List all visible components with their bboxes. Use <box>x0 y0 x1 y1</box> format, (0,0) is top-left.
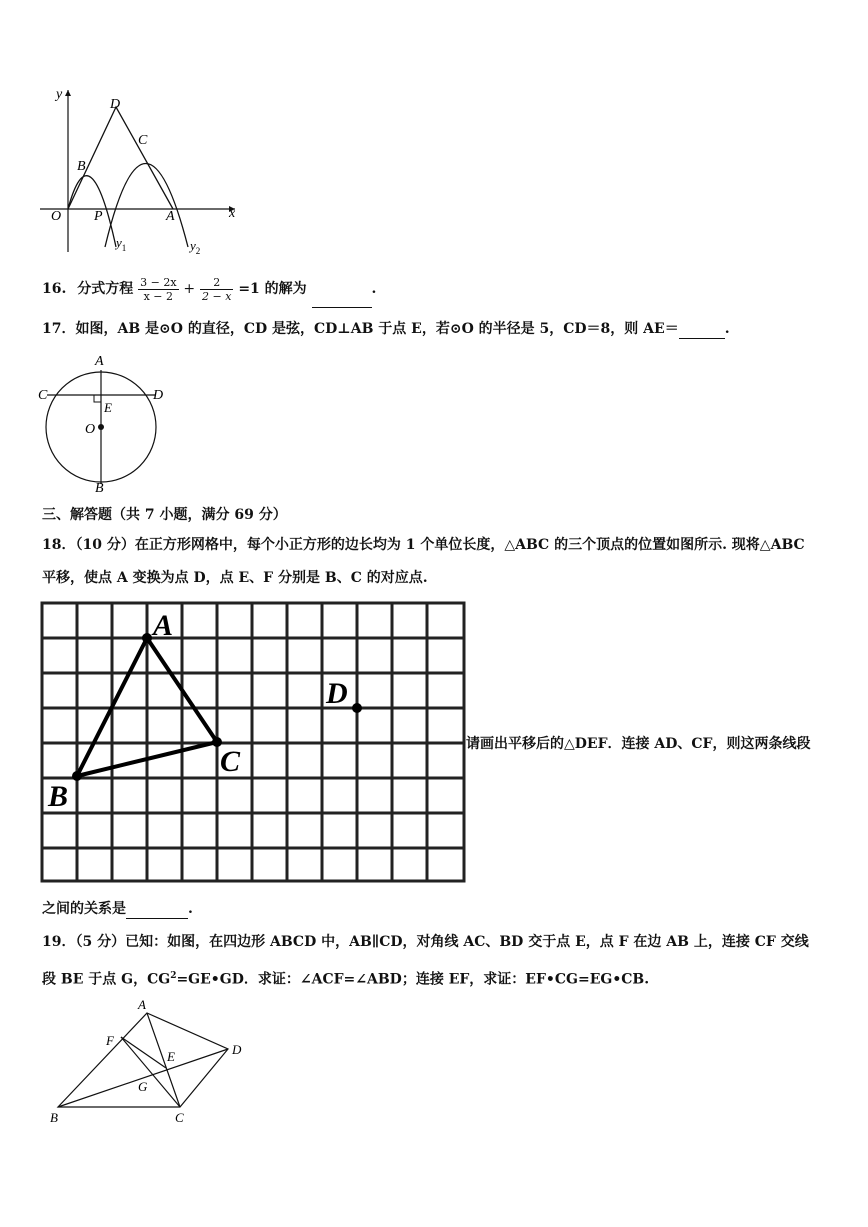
label-a: A <box>153 609 174 642</box>
label-y1: $y_1$ <box>116 235 127 253</box>
label-b: B <box>48 780 69 813</box>
label-b: B <box>95 481 104 496</box>
label-d: D <box>232 1042 242 1057</box>
label-d: D <box>153 388 164 403</box>
label-o: O <box>85 422 96 437</box>
answer-blank-16[interactable] <box>312 271 372 308</box>
plus-sign: + <box>183 281 196 297</box>
quadrilateral-figure <box>40 995 260 1130</box>
label-p: P <box>94 209 103 224</box>
label-d: D <box>110 97 121 112</box>
q18-side-text: 请画出平移后的△DEF．连接 AD、CF，则这两条线段 <box>466 736 811 752</box>
fraction-1: $\frac{3 - 2x}{x - 2}$ <box>140 275 177 303</box>
q18-line3: 之间的关系是 . <box>42 901 193 917</box>
label-e: E <box>104 400 112 415</box>
q16-lead: 分式方程 <box>77 281 134 297</box>
label-y2: $y_2$ <box>190 238 201 256</box>
label-c: C <box>220 745 241 778</box>
label-a: A <box>166 209 175 224</box>
q17-text: 17．如图，AB 是⊙O 的直径，CD 是弦，CD⊥AB 于点 E，若⊙O 的半径是 5，CD＝8，则 AE＝ <box>42 321 679 337</box>
x-axis-label: x <box>229 206 236 221</box>
q19-line1: 19．（5 分）已知：如图，在四边形 ABCD 中，AB∥CD，对角线 AC、BD 交于点 E，点 F 在边 AB 上，连接 CF 交线 <box>42 934 809 950</box>
q16-tail: =1 的解为 <box>238 281 307 297</box>
answer-blank-17[interactable] <box>679 320 725 339</box>
label-a: A <box>95 354 104 369</box>
section-3-title: 三、解答题（共 7 小题，满分 69 分） <box>42 507 287 523</box>
label-g: G <box>138 1079 148 1094</box>
label-b: B <box>77 159 86 174</box>
q18-line1: 18．（10 分）在正方形网格中，每个小正方形的边长均为 1 个单位长度，△ABC 的三个顶点的位置如图所示. 现将△ABC <box>42 537 805 553</box>
fraction-2: $\frac{2}{2 - x}$ <box>202 275 232 303</box>
label-a: A <box>138 997 146 1012</box>
label-c: C <box>138 133 148 148</box>
answer-blank-18[interactable] <box>126 900 188 919</box>
label-c: C <box>175 1110 184 1125</box>
label-b: B <box>50 1110 58 1125</box>
label-o: O <box>51 209 62 224</box>
q16-number: 16. <box>42 281 67 297</box>
grid-figure <box>40 601 467 884</box>
y-axis-label: y <box>56 87 63 102</box>
label-d: D <box>326 677 348 710</box>
circle-figure <box>35 350 175 498</box>
label-f: F <box>106 1033 114 1048</box>
q19-line2: 段 BE 于点 G，$CG^2=GE•GD$．求证：∠ACF=∠ABD；连接 EF，求证：EF•CG=EG•CB. <box>42 971 650 988</box>
label-c: C <box>38 388 48 403</box>
label-e: E <box>167 1049 175 1064</box>
q18-line2: 平移，使点 A 变换为点 D，点 E、F 分别是 B、C 的对应点. <box>42 570 428 586</box>
question-16: 16. 分式方程 $\frac{3 - 2x}{x - 2}$ + $\frac{2}{2 - x}$ =1 的解为 . <box>42 271 376 308</box>
question-17: 17．如图，AB 是⊙O 的直径，CD 是弦，CD⊥AB 于点 E，若⊙O 的半径是 5，CD＝8，则 AE＝ . <box>42 321 730 337</box>
parabola-figure <box>30 82 260 262</box>
